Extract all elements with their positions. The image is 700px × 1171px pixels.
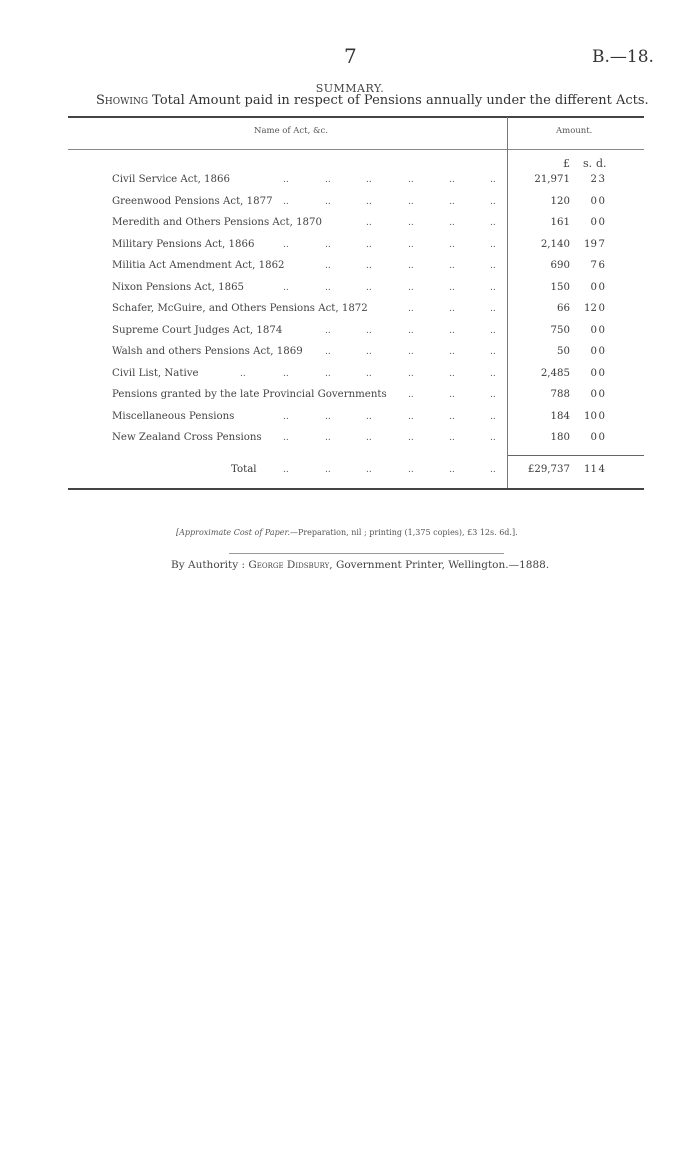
act-name: Greenwood Pensions Act, 1877 (112, 195, 273, 207)
leader-dots: .. (490, 433, 496, 443)
pence-value: 7 (598, 238, 605, 250)
pence-value: 0 (598, 367, 605, 379)
subtitle-lead: Showing (96, 93, 149, 108)
shillings-value: 0 (590, 195, 597, 207)
table-row (0, 411, 700, 431)
page-subtitle (96, 93, 649, 108)
leader-dots: .. (449, 390, 455, 400)
pence-heading: d. (596, 157, 607, 170)
leader-dots: .. (408, 175, 414, 185)
leader-dots: .. (283, 282, 289, 293)
leader-dots: .. (325, 368, 331, 379)
leader-dots: .. (449, 218, 455, 228)
act-name: Civil List, Native (112, 367, 199, 379)
total-pounds: £29,737 (527, 464, 570, 475)
table-row (0, 325, 700, 345)
pounds-value: 690 (550, 260, 570, 271)
act-name: Schafer, McGuire, and Others Pensions Act, 1872 (112, 303, 368, 314)
leader-dots: .. (366, 175, 372, 185)
leader-dots: .. (490, 239, 496, 250)
printer-authority (171, 559, 549, 571)
leader-dots: .. (283, 411, 289, 422)
leader-dots: .. (449, 282, 455, 293)
act-name: Nixon Pensions Act, 1865 (112, 281, 245, 293)
shillings-value: 0 (590, 432, 597, 443)
act-name: Meredith and Others Pensions Act, 1870 (112, 217, 322, 228)
leader-dots: .. (449, 325, 455, 336)
leader-dots: .. (490, 411, 496, 422)
act-name: Supreme Court Judges Act, 1874 (112, 324, 283, 336)
leader-dots: .. (449, 433, 455, 443)
leader-dots: .. (283, 175, 289, 185)
leader-dots: .. (366, 411, 372, 422)
leader-dots: .. (366, 196, 372, 207)
pounds-value: 750 (550, 324, 570, 336)
leader-dots: .. (366, 325, 372, 336)
leader-dots: .. (408, 282, 414, 293)
leader-dots: .. (408, 218, 414, 228)
table-row (0, 282, 700, 302)
leader-dots: .. (490, 218, 496, 228)
pence-value: 0 (598, 389, 605, 400)
pence-value: 0 (598, 432, 605, 443)
leader-dots: .. (325, 325, 331, 336)
shillings-value: 0 (590, 217, 597, 228)
total-label: Total (231, 464, 257, 475)
shillings-value: 7 (590, 260, 597, 271)
pounds-value: 50 (557, 346, 570, 357)
leader-dots: .. (449, 196, 455, 207)
pence-value: 0 (598, 195, 605, 207)
leader-dots: .. (325, 239, 331, 250)
leader-dots: .. (490, 304, 496, 314)
leader-dots: .. (325, 175, 331, 185)
pence-value: 0 (598, 324, 605, 336)
act-name: Military Pensions Act, 1866 (112, 238, 255, 250)
cost-footnote (176, 528, 518, 537)
pence-value: 0 (598, 217, 605, 228)
act-name: Militia Act Amendment Act, 1862 (112, 260, 285, 271)
shillings-value: 0 (590, 324, 597, 336)
leader-dots: .. (408, 196, 414, 207)
header-bottom-rule (68, 149, 644, 150)
leader-dots: .. (283, 368, 289, 379)
shillings-value: 19 (584, 238, 597, 250)
leader-dots: .. (366, 239, 372, 250)
leader-dots: .. (408, 325, 414, 336)
total-pence: 4 (598, 464, 605, 475)
column-header-amount: Amount. (556, 126, 593, 136)
leader-dots: .. (490, 261, 496, 271)
leader-dots: .. (449, 347, 455, 357)
pence-value: 6 (598, 260, 605, 271)
shillings-value: 0 (590, 367, 597, 379)
shillings-value: 2 (590, 174, 597, 185)
act-name: Pensions granted by the late Provincial Governments (112, 389, 387, 400)
footnote-lead: [Approximate Cost of Paper. (176, 528, 290, 537)
table-top-rule (68, 116, 644, 118)
pounds-value: 2,140 (540, 238, 570, 250)
pence-value: 0 (598, 346, 605, 357)
table-row (0, 260, 700, 280)
leader-dots: .. (490, 196, 496, 207)
table-row (0, 432, 700, 452)
leader-dots: .. (325, 347, 331, 357)
authority-lead: By Authority : (171, 559, 246, 571)
leader-dots: .. (283, 433, 289, 443)
subtitle-text: Total Amount paid in respect of Pensions annually under the different Acts. (152, 93, 649, 108)
leader-dots: .. (449, 261, 455, 271)
table-row (0, 389, 700, 409)
pounds-heading: £ (563, 157, 570, 170)
leader-dots: .. (490, 175, 496, 185)
table-bottom-rule (68, 488, 644, 490)
leader-dots: .. (366, 218, 372, 228)
pounds-value: 788 (550, 389, 570, 400)
pounds-value: 180 (550, 432, 570, 443)
leader-dots: .. (283, 196, 289, 207)
page-number: 7 (344, 44, 357, 68)
leader-dots: .. (325, 196, 331, 207)
act-name: New Zealand Cross Pensions (112, 432, 262, 443)
leader-dots: .. (449, 239, 455, 250)
table-row (0, 196, 700, 216)
leader-dots: .. (325, 282, 331, 293)
leader-dots: .. (240, 368, 246, 379)
act-name: Walsh and others Pensions Act, 1869 (112, 346, 303, 357)
leader-dots: .. (408, 411, 414, 422)
leader-dots: .. (366, 368, 372, 379)
authority-text: Government Printer, Wellington.—1888. (335, 559, 550, 571)
total-leader-dots: .. .. .. .. .. .. (283, 465, 496, 475)
page-title: SUMMARY. (315, 82, 385, 95)
shillings-value: 10 (584, 410, 597, 422)
leader-dots: .. (366, 347, 372, 357)
printer-name: George Didsbury, (248, 559, 333, 571)
pounds-value: 161 (550, 217, 570, 228)
leader-dots: .. (408, 390, 414, 400)
shillings-value: 0 (590, 389, 597, 400)
leader-dots: .. (490, 390, 496, 400)
table-row (0, 217, 700, 237)
pounds-value: 150 (550, 281, 570, 293)
pence-value: 3 (598, 174, 605, 185)
act-name: Civil Service Act, 1866 (112, 174, 230, 185)
table-row (0, 239, 700, 259)
column-header-name: Name of Act, &c. (254, 126, 329, 136)
leader-dots: .. (408, 261, 414, 271)
leader-dots: .. (366, 282, 372, 293)
shillings-value: 12 (584, 303, 597, 314)
leader-dots: .. (366, 261, 372, 271)
table-row (0, 346, 700, 366)
table-row (0, 174, 700, 194)
leader-dots: .. (408, 368, 414, 379)
leader-dots: .. (408, 239, 414, 250)
document-reference: B.—18. (592, 47, 654, 67)
leader-dots: .. (408, 433, 414, 443)
leader-dots: .. (490, 325, 496, 336)
leader-dots: .. (325, 433, 331, 443)
leader-dots: .. (408, 304, 414, 314)
leader-dots: .. (490, 282, 496, 293)
shillings-value: 0 (590, 346, 597, 357)
authority-rule (229, 553, 504, 554)
leader-dots: .. (408, 347, 414, 357)
pence-value: 0 (598, 281, 605, 293)
table-row (0, 303, 700, 323)
shillings-heading: s. (583, 157, 593, 170)
pounds-value: 21,971 (534, 174, 570, 185)
pence-value: 0 (598, 410, 605, 422)
leader-dots: .. (366, 433, 372, 443)
total-top-rule (508, 455, 644, 456)
leader-dots: .. (325, 411, 331, 422)
pounds-value: 184 (550, 410, 570, 422)
total-shillings: 11 (584, 464, 597, 475)
shillings-value: 0 (590, 281, 597, 293)
leader-dots: .. (283, 239, 289, 250)
leader-dots: .. (490, 347, 496, 357)
leader-dots: .. (325, 261, 331, 271)
pounds-value: 120 (550, 195, 570, 207)
leader-dots: .. (449, 368, 455, 379)
leader-dots: .. (449, 304, 455, 314)
leader-dots: .. (449, 411, 455, 422)
footnote-text: —Preparation, nil ; printing (1,375 copies), £3 12s. 6d.]. (289, 528, 518, 537)
act-name: Miscellaneous Pensions (112, 410, 235, 422)
pounds-value: 2,485 (540, 367, 570, 379)
pence-value: 0 (598, 303, 605, 314)
pounds-value: 66 (557, 303, 570, 314)
leader-dots: .. (449, 175, 455, 185)
table-row (0, 368, 700, 388)
leader-dots: .. (490, 368, 496, 379)
